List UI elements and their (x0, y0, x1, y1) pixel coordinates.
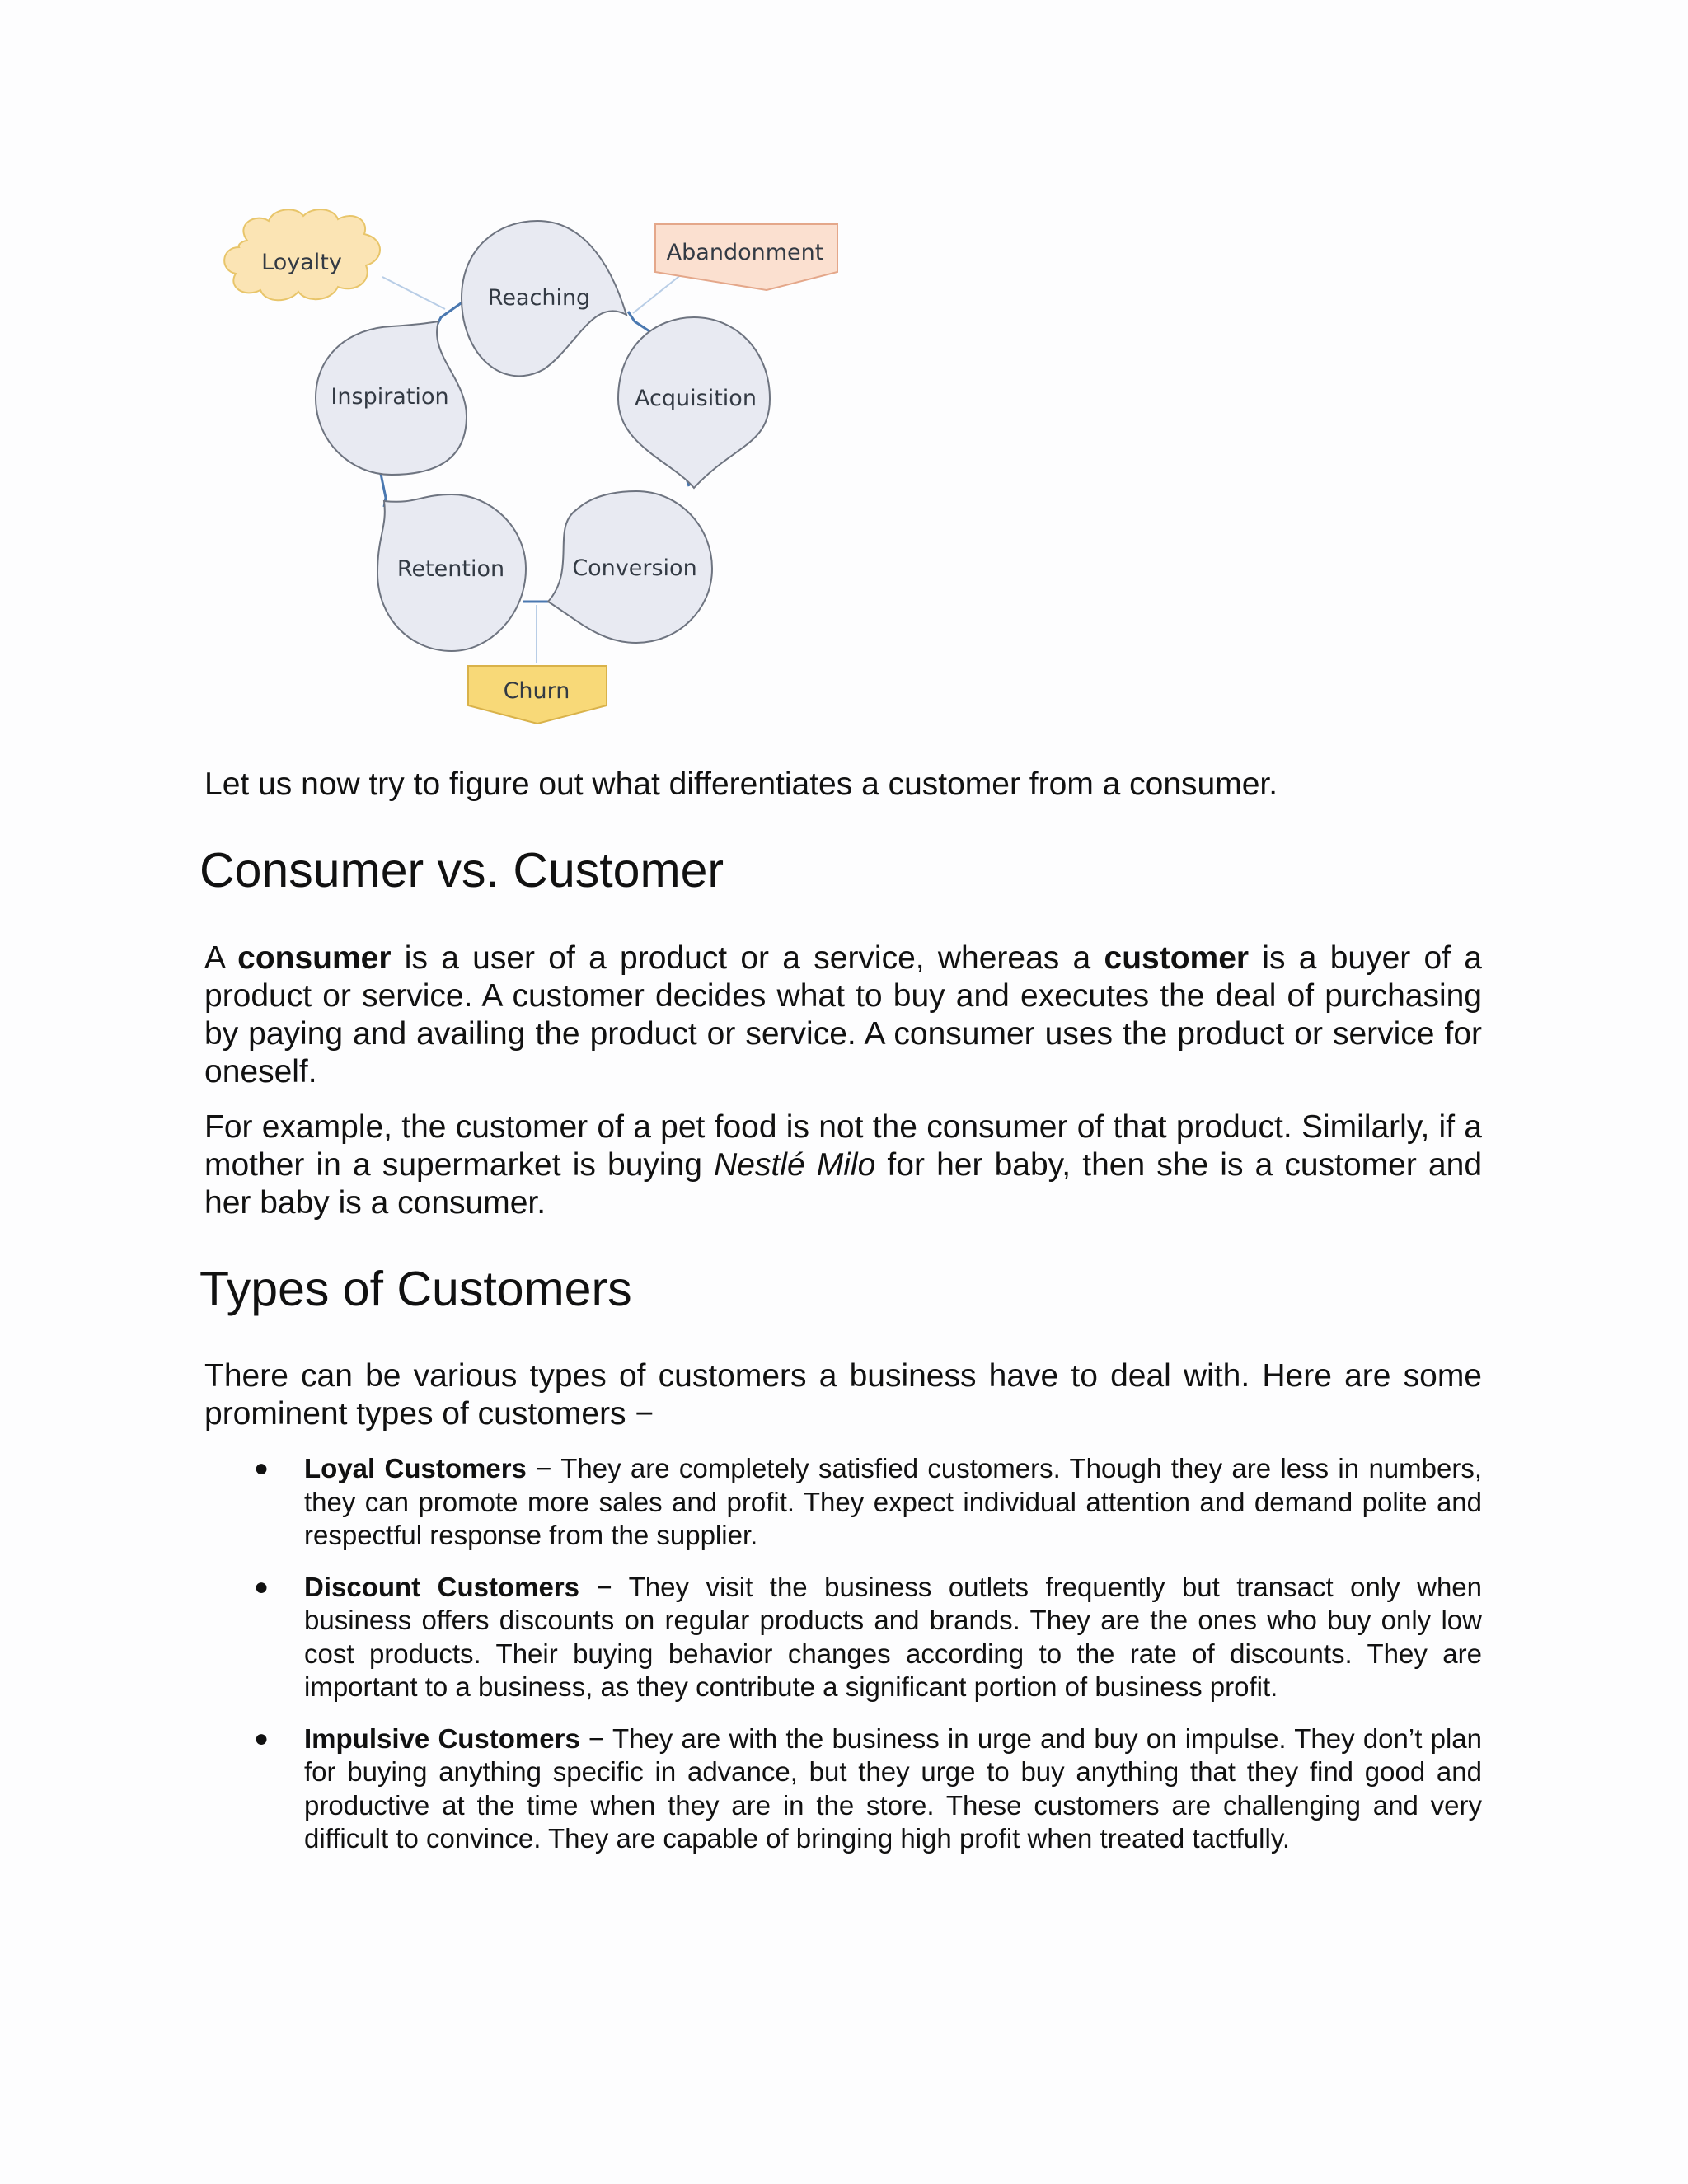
text-run: is a user of a product or a service, whereas a (391, 940, 1104, 976)
acquisition-label: Acquisition (635, 386, 757, 411)
paragraph-types-intro: There can be various types of customers a business have to deal with. Here are some prominent types of customers − (204, 1358, 1482, 1432)
list-item-discount-customers (247, 1571, 1482, 1704)
section-heading-consumer-vs-customer: Consumer vs. Customer (199, 843, 724, 898)
conversion-label: Conversion (572, 555, 697, 581)
term-consumer: consumer (237, 940, 392, 976)
list-item-term: Discount Customers (304, 1571, 580, 1602)
loyalty-connector (382, 277, 445, 309)
term-customer: customer (1104, 940, 1250, 976)
text-run: A (204, 940, 238, 976)
retention-label: Retention (396, 556, 505, 582)
inspiration-label: Inspiration (331, 384, 449, 410)
list-item-loyal-customers (247, 1452, 1482, 1553)
bullet-icon: ● (254, 1572, 270, 1601)
abandonment-label: Abandonment (666, 240, 824, 265)
section-heading-types-of-customers: Types of Customers (199, 1262, 632, 1316)
list-item-text: − They are completely satisfied customers. Though they are less in numbers, they can promote more sales and profit. They expect individual attention and demand polite and respectful response from the supplier. (304, 1453, 1482, 1550)
product-name: Nestlé Milo (714, 1147, 876, 1183)
bullet-icon: ● (254, 1724, 270, 1752)
list-item-term: Impulsive Customers (304, 1722, 580, 1754)
paragraph-example (204, 1108, 1482, 1222)
abandonment-connector (633, 274, 682, 313)
bullet-icon: ● (254, 1455, 270, 1482)
list-item-text: − They are with the business in urge and buy on impulse. They don’t plan for buying anything specific in advance, but they urge to buy anything that they find good and productive at the time when they are in the store. These customers are challenging and very difficult to convince. They are capable of bringing high profit when treated tactfully. (304, 1722, 1482, 1854)
text-run: is a buyer of a product or service. A customer decides what to buy and executes the deal of purchasing by paying and availing the product or service. A consumer uses the product or service for oneself. (204, 940, 1482, 1090)
reaching-label: Reaching (487, 285, 591, 311)
list-item-text: − They visit the business outlets frequently but transact only when business offers discounts on regular products and brands. They are the ones who buy only low cost products. Their buying behavior changes according to the rate of discounts. They are important to a business, as they contribute a significant portion of business profit. (304, 1571, 1483, 1702)
paragraph-definition (204, 940, 1482, 1091)
text-run: for her baby, then she is a customer and her baby is a consumer. (204, 1147, 1483, 1221)
list-item-impulsive-customers (247, 1722, 1482, 1856)
intro-sentence: Let us now try to figure out what differentiates a customer from a consumer. (204, 766, 1278, 802)
text-run: For example, the customer of a pet food is not the consumer of that product. Similarly, if a mother in a supermarket is buying (204, 1109, 1482, 1183)
churn-label: Churn (503, 678, 570, 704)
customer-types-list (247, 1452, 1482, 1874)
customer-lifecycle-diagram (0, 0, 907, 742)
loyalty-label: Loyalty (261, 250, 342, 275)
list-item-term: Loyal Customers (304, 1453, 527, 1483)
